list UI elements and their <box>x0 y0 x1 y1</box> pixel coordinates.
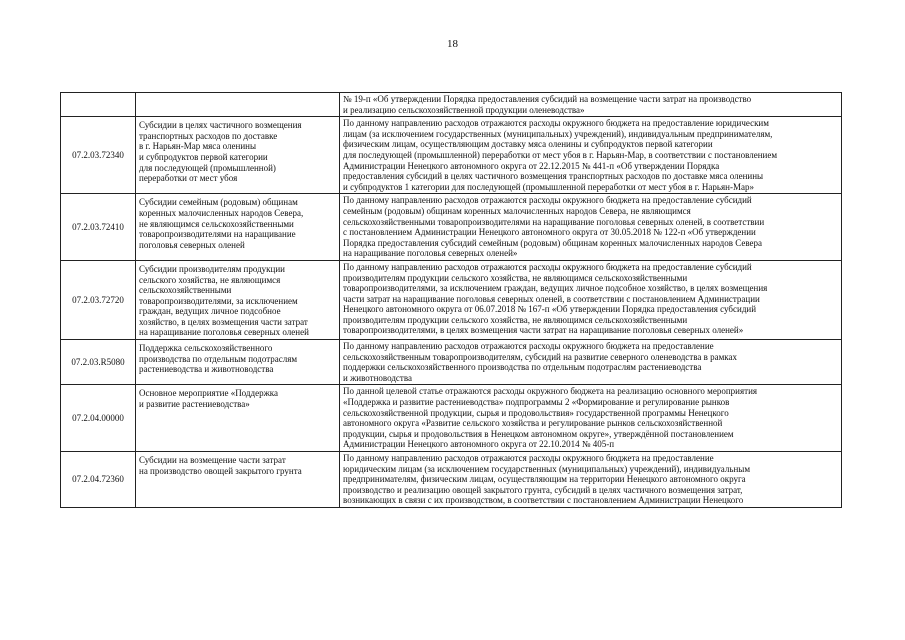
target-article-code: 07.2.04.00000 <box>61 385 136 452</box>
name-line: Субсидии на возмещение части затрат <box>139 455 286 465</box>
name-line: товаропроизводителями, за исключением <box>139 295 298 306</box>
budget-classification-table <box>60 92 842 508</box>
target-article-code: 07.2.03.72410 <box>61 194 136 261</box>
target-article-description <box>340 340 842 385</box>
target-article-description <box>340 452 842 508</box>
name-line: не являющимся сельскохозяйственными <box>139 218 294 229</box>
description-line: По данному направлению расходов отражаются расходы окружного бюджета на предоставление субсидий <box>343 195 752 206</box>
name-line: хозяйство, в целях возмещения части затрат <box>139 316 308 327</box>
description-line: производство и реализацию овощей закрытого грунта, субсидий в целях частичного возмещения затрат, <box>343 484 743 495</box>
target-article-name <box>136 452 340 508</box>
description-line: производителям продукции сельского хозяйства, не являющимся сельскохозяйственными <box>343 314 688 325</box>
target-article-name <box>136 340 340 385</box>
target-article-description <box>340 117 842 194</box>
description-line: товаропроизводителями, в целях возмещения части затрат на наращивание поголовья северных оленей» <box>343 325 744 336</box>
description-line: на наращивание поголовья северных оленей» <box>343 248 518 259</box>
name-line: в г. Нарьян-Мар мяса оленины <box>139 141 257 152</box>
description-line: По данной целевой статье отражаются расходы окружного бюджета на реализацию основного мероприятия <box>343 386 758 397</box>
target-article-code: 07.2.03.72340 <box>61 117 136 194</box>
name-line: Основное мероприятие «Поддержка <box>139 388 279 399</box>
table-row <box>61 117 842 194</box>
target-article-code: 07.2.04.72360 <box>61 452 136 508</box>
table-row <box>61 385 842 452</box>
table-row <box>61 340 842 385</box>
description-line: возникающих в связи с их производством, в соответствии с постановлением Администрации Ненецкого <box>343 495 744 506</box>
target-article-code: 07.2.03.72720 <box>61 260 136 339</box>
name-line: коренных малочисленных народов Севера, <box>139 207 304 218</box>
target-article-name <box>136 260 340 339</box>
name-line: производства по отдельным подотраслям <box>139 353 298 364</box>
target-article-name <box>136 117 340 194</box>
description-line: По данному направлению расходов отражаются расходы окружного бюджета на предоставление <box>343 341 714 352</box>
description-line: По данному направлению расходов отражаются расходы окружного бюджета на предоставление юридическим <box>343 118 769 129</box>
name-line: товаропроизводителями на наращивание <box>139 229 296 240</box>
table-row <box>61 93 842 117</box>
description-line: По данному направлению расходов отражаются расходы окружного бюджета на предоставление субсидий <box>343 261 752 272</box>
description-line: и субпродуктов 1 категории для последующей (промышленной переработки от мест убоя в г. Нарьян-Мар» <box>343 181 754 192</box>
target-article-description <box>340 260 842 339</box>
description-line: № 19-п «Об утверждении Порядка предоставления субсидий на возмещение части затрат на производство <box>343 94 752 104</box>
name-line: переработки от мест убоя <box>139 173 238 184</box>
name-line: Субсидии производителям продукции <box>139 263 285 274</box>
description-line: сельскохозяйственной продукции, сырья и продовольствия» государственной программы Ненецкого <box>343 407 729 418</box>
name-line: поголовья северных оленей <box>139 239 245 250</box>
name-line: и развитие растениеводства» <box>139 399 250 410</box>
description-line: и животноводства <box>343 372 412 383</box>
table-row <box>61 194 842 261</box>
name-line: растениеводства и животноводства <box>139 364 274 375</box>
description-line: «Поддержка и развитие растениеводства» подпрограммы 2 «Формирование и регулирование рынков <box>343 397 730 408</box>
description-line: части затрат на наращивание поголовья северных оленей, в соответствии с постановлением Администрации <box>343 293 760 304</box>
table-row <box>61 452 842 508</box>
description-line: автономного округа «Развитие сельского хозяйства и регулирование рынков сельскохозяйственной <box>343 418 723 429</box>
target-article-name <box>136 385 340 452</box>
target-article-description <box>340 93 842 117</box>
name-line: на производство овощей закрытого грунта <box>139 465 302 476</box>
description-line: юридическим лицам (за исключением государственных (муниципальных) учреждений), индивидуальным <box>343 463 751 474</box>
name-line: Субсидии семейным (родовым) общинам <box>139 197 298 208</box>
target-article-name <box>136 93 340 117</box>
description-line: лицам (за исключением государственных (муниципальных) учреждений), индивидуальным предпринимателям, <box>343 128 773 139</box>
target-article-code: 07.2.03.R5080 <box>61 340 136 385</box>
table-row <box>61 260 842 339</box>
description-line: товаропроизводителями, за исключением граждан, ведущих личное подсобное хозяйство, в целях возмещения <box>343 283 768 294</box>
name-line: для последующей (промышленной) <box>139 162 276 173</box>
description-line: поддержки сельскохозяйственного производства по отдельным подотраслям растениеводства <box>343 362 702 373</box>
target-article-description <box>340 194 842 261</box>
name-line: граждан, ведущих личное подсобное <box>139 306 281 317</box>
description-line: производителям продукции сельского хозяйства, не являющимся сельскохозяйственными <box>343 272 688 283</box>
name-line: сельского хозяйства, не являющимся <box>139 274 281 285</box>
description-line: семейным (родовым) общинам коренных малочисленных народов Севера, не являющимся <box>343 205 691 216</box>
description-line: и реализацию сельскохозяйственной продукции оленеводства» <box>343 104 585 115</box>
description-line: с постановлением Администрации Ненецкого автономного округа от 30.05.2018 № 122-п «Об утверждении <box>343 227 756 238</box>
name-line: и субпродуктов первой категории <box>139 151 268 162</box>
description-line: для последующей (промышленной) переработки от мест убоя в г. Нарьян-Мар, в соответствии с постановлением <box>343 149 778 160</box>
description-line: предоставления субсидий в целях частичного возмещения транспортных расходов по доставке мяса оленины <box>343 171 764 182</box>
description-line: Администрации Ненецкого автономного округа от 22.10.2014 № 405-п <box>343 439 615 450</box>
description-line: сельскохозяйственными товаропроизводителями на наращивание поголовья северных оленей, в соответствии <box>343 216 765 227</box>
description-line: Ненецкого автономного округа от 06.07.2018 № 167-п «Об утверждении Порядка предоставления субсидий <box>343 304 757 315</box>
target-article-description <box>340 385 842 452</box>
description-line: продукции, сырья и продовольствия в Ненецком автономном округе», утверждённой постановлением <box>343 428 734 439</box>
target-article-name <box>136 194 340 261</box>
name-line: Поддержка сельскохозяйственного <box>139 343 273 354</box>
table-body <box>61 93 842 508</box>
name-line: на наращивание поголовья северных оленей <box>139 327 309 338</box>
description-line: Порядка предоставления субсидий семейным (родовым) общинам коренных малочисленных народов Севера <box>343 237 763 248</box>
page-number: 18 <box>447 38 458 50</box>
target-article-code <box>61 93 136 117</box>
name-line: транспортных расходов по доставке <box>139 130 278 141</box>
name-line: сельскохозяйственными <box>139 285 232 296</box>
description-line: предпринимателям, физическим лицам, осуществляющим на территории Ненецкого автономного округа <box>343 474 746 485</box>
name-line: Субсидии в целях частичного возмещения <box>139 120 302 131</box>
description-line: сельскохозяйственным товаропроизводителям, субсидий на развитие северного оленеводства в рамках <box>343 351 738 362</box>
description-line: По данному направлению расходов отражаются расходы окружного бюджета на предоставление <box>343 453 714 463</box>
description-line: физическим лицам, осуществляющим доставку мяса оленины и субпродуктов первой категории <box>343 139 713 150</box>
description-line: Администрации Ненецкого автономного округа от 22.12.2015 № 441-п «Об утверждении Порядка <box>343 160 720 171</box>
